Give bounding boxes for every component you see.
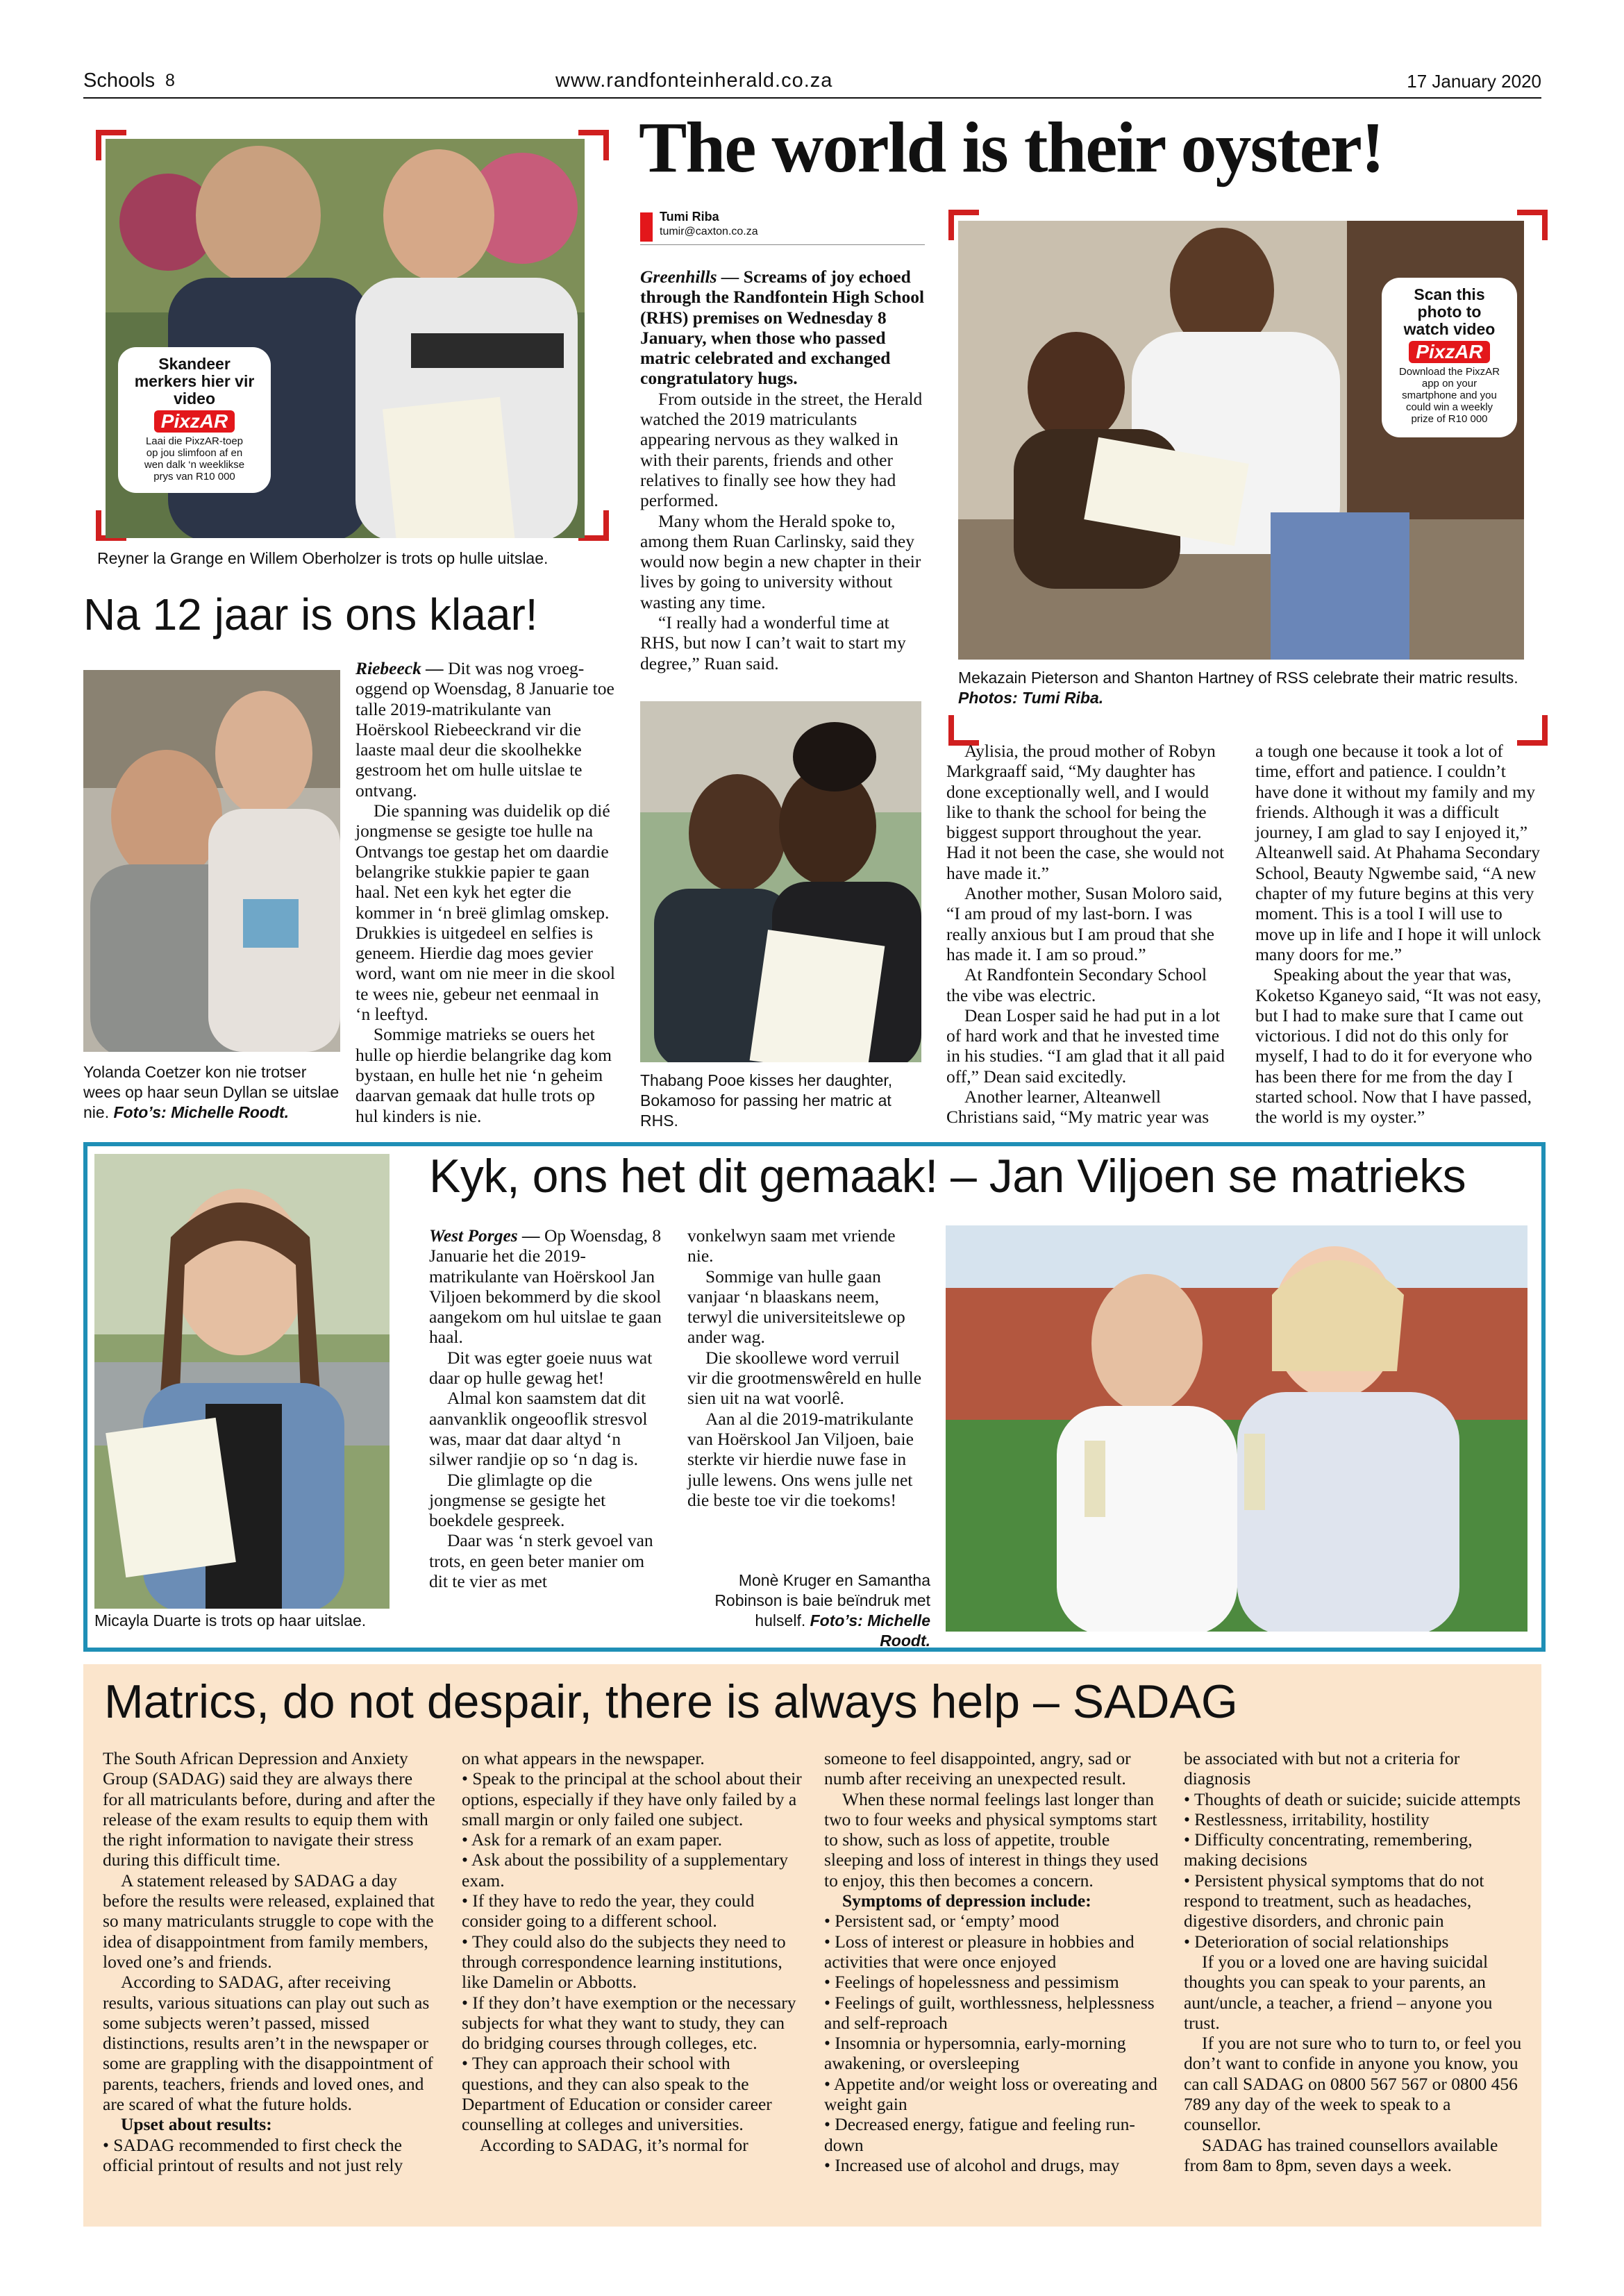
page-number: 8 (165, 71, 175, 90)
sadag-paragraph: According to SADAG, it’s normal for (480, 2134, 748, 2155)
sadag-paragraph: • They could also do the subjects they need to through correspondence learning institutions, like Damelin or Abbotts. (462, 1931, 786, 1993)
photo-mone-caption: Monè Kruger en Samantha Robinson is baie beïndruk met hulself. Foto’s: Michelle Roodt. (714, 1571, 930, 1650)
photo1-caption: Reyner la Grange en Willem Oberholzer is trots op hulle uitslae. (97, 549, 549, 567)
byline-name: Tumi Riba (660, 210, 719, 224)
pixzar-title: Skandeer merkers hier vir video (134, 355, 255, 408)
sadag-paragraph: • Ask about the possibility of a supplementary exam. (462, 1850, 788, 1891)
sadag-paragraph: • Decreased energy, fatigue and feeling run-down (824, 2114, 1135, 2155)
headline-sadag: Matrics, do not despair, there is always help – SADAG (104, 1675, 1238, 1728)
sadag-paragraph: SADAG has trained counsellors available from 8am to 8pm, seven days a week. (1184, 2134, 1498, 2175)
sadag-col2 (462, 1748, 802, 2155)
sadag-paragraph: • Restlessness, irritability, hostility (1184, 1809, 1430, 1829)
sadag-paragraph: • Insomnia or hypersomnia, early-morning awakening, or oversleeping (824, 2033, 1126, 2074)
pixzar-logo: PixzAR (1382, 341, 1517, 363)
story-jan-viljoen-col1: West Porges — Op Woensdag, 8 Januarie het die 2019-matrikulante van Hoërskool Jan Viljoen bekommerd by die skool aangekom om hul uitslae te gaan haal. Dit was egter goeie nuus wat daar op hulle gewag het! Almal kon saamstem dat dit aanvanklik ongeooflik stresvol was, maar dat daar altyd ‘n silwer randjie op so ‘n dag is. Die glimlagte op die jongmense se gesigte het boekdele gespreek. Daar was ‘n sterk gevoel van trots, en geen beter manier om dit te vier as met (429, 1225, 662, 1592)
headline-kyk-ons: Kyk, ons het dit gemaak! – Jan Viljoen se matrieks (429, 1150, 1466, 1203)
sadag-paragraph: • If they have to redo the year, they could consider going to a different school. (462, 1891, 755, 1932)
sadag-paragraph: • Persistent sad, or ‘empty’ mood (824, 1911, 1060, 1932)
sadag-paragraph: • Appetite and/or weight loss or overeating and weight gain (824, 2073, 1157, 2115)
sadag-paragraph: be associated with but not a criteria for diagnosis (1184, 1748, 1460, 1789)
sadag-paragraph: • Speak to the principal at the school about their options, especially if they have only failed by a small margin or only failed one subject. (462, 1768, 802, 1829)
sadag-paragraph: Upset about results: (121, 2114, 272, 2135)
issue-date: 17 January 2020 (1407, 71, 1541, 92)
sadag-paragraph: • Thoughts of death or suicide; suicide attempts (1184, 1788, 1521, 1809)
sadag-paragraph: If you are not sure who to turn to, or feel you don’t want to confide in anyone you know, you can call SADAG on 0800 567 567 or 0800 456 789 any day of the week to speak to a counsellor. (1184, 2033, 1522, 2135)
headline-na-12-jaar: Na 12 jaar is ons klaar! (83, 589, 538, 639)
header-rule (83, 97, 1541, 99)
photo-thabang-bokamoso (640, 701, 921, 1062)
sadag-paragraph: • Feelings of guilt, worthlessness, helplessness and self-reproach (824, 1992, 1155, 2033)
sadag-paragraph: • Persistent physical symptoms that do not respond to treatment, such as headaches, digestive disorders, and chronic pain (1184, 1870, 1484, 1932)
photo-micayla-caption: Micayla Duarte is trots op haar uitslae. (94, 1611, 367, 1629)
sadag-paragraph: • Loss of interest or pleasure in hobbies and activities that were once enjoyed (824, 1931, 1135, 1972)
photo-yolanda-caption: Yolanda Coetzer kon nie trotser wees op haar seun Dyllan se uitslae nie. Foto’s: Michelle Roodt. (83, 1063, 340, 1121)
pixzar-badge-af[interactable] (118, 347, 271, 493)
photo-mekazain-caption: Mekazain Pieterson and Shanton Hartney of RSS celebrate their matric results. Photos: Tumi Riba. (958, 669, 1518, 707)
sadag-paragraph: • Ask for a remark of an exam paper. (462, 1829, 722, 1850)
byline-email[interactable]: tumir@caxton.co.za (660, 226, 758, 237)
sadag-col3 (824, 1748, 1164, 2175)
photo-yolanda-dyllan (83, 670, 340, 1052)
story-oyster-col1: Greenhills — Screams of joy echoed through the Randfontein High School (RHS) premises on Wednesday 8 January, when those who passed matric celebrated and exchanged congratulatory hugs. From outside in the street, the Herald watched the 2019 matriculants appearing nervous as they walked in with their parents, friends and other relatives to finally see how they had performed. Many whom the Herald spoke to, among them Ruan Carlinsky, said they would now begin a new chapter in their lives by going to university without wasting any time. “I really had a wonderful time at RHS, but now I can’t wait to start my degree,” Ruan said. (640, 267, 925, 673)
sadag-paragraph: A statement released by SADAG a day before the results were released, explained that so many matriculants struggle to cope with the idea of disappointment from family members, loved one’s and friends. (103, 1870, 435, 1972)
sadag-paragraph: • Feelings of hopelessness and pessimism (824, 1972, 1119, 1993)
sadag-paragraph: someone to feel disappointed, angry, sad or numb after receiving an unexpected result. (824, 1748, 1131, 1789)
byline-marker (640, 212, 653, 242)
sadag-paragraph: • Difficulty concentrating, remembering, making decisions (1184, 1829, 1473, 1870)
story-oyster-col4: a tough one because it took a lot of time, effort and patience. I couldn’t have done it without my family and my friends. Although it was a difficult journey, I am glad to say I enjoyed it,” Alteanwell said. At Phahama Secondary School, Beauty Ngwembe said, “A new chapter of my future begins at this very moment. This is a tool I will use to move up in life and I hope it will unlock many doors for me.” Speaking about the year that was, Koketso Kganeyo said, “It was not easy, but I had to make sure that I came out victorious. I did not do this only for myself, I had to do it for everyone who has been there for me from the day I started school. Now that I have passed, the world is my oyster.” (1255, 741, 1541, 1128)
sadag-paragraph: When these normal feelings last longer than two to four weeks and physical symptoms start to show, such as loss of appetite, trouble sleeping and loss of interest in things they used to enjoy, this then becomes a concern. (824, 1788, 1159, 1891)
photo-mone-samantha (946, 1225, 1527, 1632)
website-link[interactable]: www.randfonteinherald.co.za (555, 69, 833, 92)
pixzar-title: Scan this photo to watch video (1403, 285, 1496, 338)
sadag-paragraph: • Increased use of alcohol and drugs, may (824, 2154, 1120, 2175)
sadag-paragraph: Symptoms of depression include: (842, 1891, 1091, 1911)
sadag-paragraph: • SADAG recommended to first check the official printout of results and not just rely (103, 2134, 403, 2175)
sadag-paragraph: on what appears in the newspaper. (462, 1748, 705, 1768)
story-jan-viljoen-col2: vonkelwyn saam met vriende nie. Sommige van hulle gaan vanjaar ‘n blaaskans neem, terwyl die universiteitslewe op ander wag. Die skoollewe word verruil vir die grootmenswêreld en hulle sien uit na wat voorlê. Aan al die 2019-matrikulante van Hoërskool Jan Viljoen, baie sterkte vir hierdie nuwe fase in julle lewens. Ons wens julle net die beste toe vir die toekoms! (687, 1225, 922, 1510)
sadag-paragraph: The South African Depression and Anxiety Group (SADAG) said they are always there for all matriculants before, during and after the release of the exam results to equip them with the right information to navigate their stress during this difficult time. (103, 1748, 435, 1870)
story-na12-body: Riebeeck — Dit was nog vroeg-oggend op Woensdag, 8 Januarie toe talle 2019-matrikulante van Hoërskool Riebeeckrand vir die laaste maal deur die skoolhekke gestroom het om hulle uitslae te ontvang. Die spanning was duidelik op dié jongmense se gesigte toe hulle na Ontvangs toe gestap het om daardie belangrike stukkie papier te gaan haal. Net een kyk het egter die kommer in ‘n breë glimlag omskep. Drukkies is uitgedeel en selfies is geneem. Hierdie dag moes gevier word, want om nie meer in die skool te wees nie, gebeur net eenmaal in ‘n leeftyd. Sommige matrieks se ouers het hulle op hierdie belangrike dag kom bystaan, en hulle het nie ‘n geheim daarvan gemaak dat hulle trots op hul kinders is nie. (355, 658, 615, 1126)
sadag-paragraph: If you or a loved one are having suicidal thoughts you can speak to your parents, an aunt/uncle, a teacher, a friend – anyone you trust. (1184, 1951, 1493, 2033)
page-header (83, 69, 1541, 97)
sadag-col4 (1184, 1748, 1524, 2175)
pixzar-text: Laai die PixzAR-toep op jou slimfoon af en wen dalk ‘n weeklikse prys van R10 000 (144, 435, 245, 483)
section-label: Schools (83, 69, 156, 92)
byline-rule (640, 244, 925, 245)
sadag-paragraph: • They can approach their school with questions, and they can also speak to the Department of Education or consider career counselling at colleges and universities. (462, 2053, 772, 2135)
pixzar-logo: PixzAR (118, 410, 271, 433)
photo-thabang-caption: Thabang Pooe kisses her daughter, Bokamoso for passing her matric at RHS. (640, 1071, 893, 1130)
sadag-col1 (103, 1748, 436, 2175)
sadag-paragraph: According to SADAG, after receiving results, various situations can play out such as some subjects weren’t passed, missed distinctions, results aren’t in the newspaper or some are grappling with the disappointment of parents, teachers, friends and loved ones, and are scared of what the future holds. (103, 1972, 433, 2115)
pixzar-badge-en[interactable] (1382, 278, 1517, 437)
pixzar-text: Download the PixzAR app on your smartphone and you could win a weekly prize of R10 000 (1398, 366, 1500, 425)
headline-world-oyster: The world is their oyster! (639, 108, 1384, 187)
sadag-paragraph: • Deterioration of social relationships (1184, 1931, 1449, 1952)
sadag-paragraph: • If they don’t have exemption or the necessary subjects for what they want to study, they can do bridging courses through colleges, etc. (462, 1992, 796, 2054)
story-oyster-col3: Aylisia, the proud mother of Robyn Markgraaff said, “My daughter has done exceptionally well, and I would like to thank the school for being the biggest support throughout the year. Had it not been the case, she would not have made it.” Another mother, Susan Moloro said, “I am proud of my last-born. I was really anxious but I am proud that she has made it. I am so proud.” At Randfontein Secondary School the vibe was electric. Dean Losper said he had put in a lot of hard work and that he invested time in his studies. “I am glad that it all paid off,” Dean said excitedly. Another learner, Alteanwell Christians said, “My matric year was (946, 741, 1225, 1128)
photo-micayla (94, 1154, 390, 1609)
